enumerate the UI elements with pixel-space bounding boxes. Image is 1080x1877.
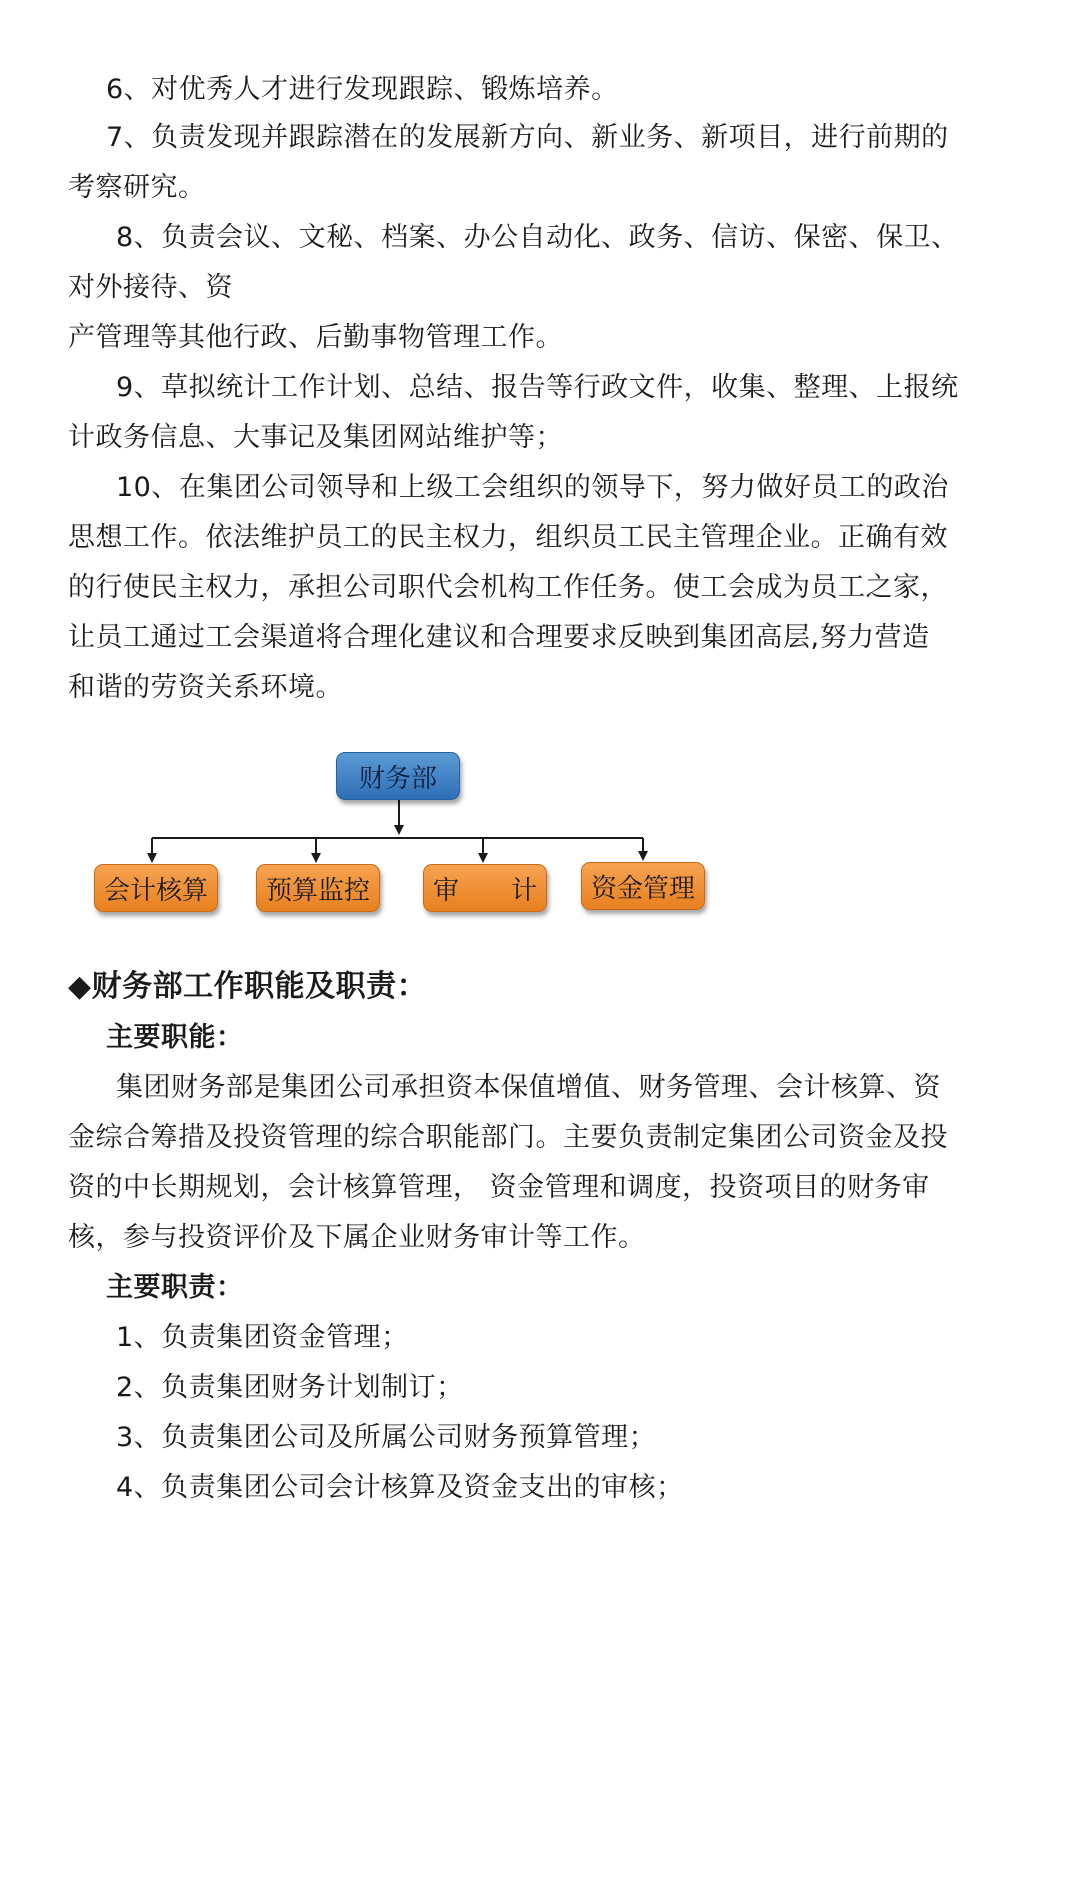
functions-line-3: 资的中长期规划，会计核算管理， 资金管理和调度，投资项目的财务审 [68,1172,930,1203]
functions-line-4: 核，参与投资评价及下属企业财务审计等工作。 [68,1222,646,1253]
item-7-line-2: 考察研究。 [68,172,206,203]
item-10-line-5: 和谐的劳资关系环境。 [68,672,343,703]
item-10-line-2: 思想工作。依法维护员工的民主权力，组织员工民主管理企业。正确有效 [68,522,948,553]
org-child-accounting: 会计核算 [94,864,218,912]
duties-label: 主要职责： [106,1272,244,1303]
item-10-line-4: 让员工通过工会渠道将合理化建议和合理要求反映到集团高层,努力营造 [68,622,930,653]
item-8-line-3: 产管理等其他行政、后勤事物管理工作。 [68,322,563,353]
item-9-line-2: 计政务信息、大事记及集团网站维护等； [68,422,563,453]
item-8-line-1: 8、负责会议、文秘、档案、办公自动化、政务、信访、保密、保卫、 [116,222,959,253]
functions-line-1: 集团财务部是集团公司承担资本保值增值、财务管理、会计核算、资 [116,1072,941,1103]
duty-item: 4、负责集团公司会计核算及资金支出的审核； [116,1472,684,1503]
duty-item: 3、负责集团公司及所属公司财务预算管理； [116,1422,657,1453]
org-child-fund-management: 资金管理 [581,862,705,910]
duty-item: 1、负责集团资金管理； [116,1322,409,1353]
org-child-budget-monitoring: 预算监控 [256,864,380,912]
functions-line-2: 金综合筹措及投资管理的综合职能部门。主要负责制定集团公司资金及投 [68,1122,948,1153]
item-7-line-1: 7、负责发现并跟踪潜在的发展新方向、新业务、新项目，进行前期的 [106,122,949,153]
item-9-line-1: 9、草拟统计工作计划、总结、报告等行政文件，收集、整理、上报统 [116,372,959,403]
item-8-line-2: 对外接待、资 [68,272,233,303]
org-child-audit: 审 计 [423,864,547,912]
item-6: 6、对优秀人才进行发现跟踪、锻炼培养。 [106,74,619,105]
org-root-finance-dept: 财务部 [336,752,460,800]
item-10-line-3: 的行使民主权力，承担公司职代会机构工作任务。使工会成为员工之家， [68,572,948,603]
functions-label: 主要职能： [106,1022,244,1053]
duty-item: 2、负责集团财务计划制订； [116,1372,464,1403]
item-10-line-1: 10、在集团公司领导和上级工会组织的领导下，努力做好员工的政治 [116,472,949,503]
finance-section-heading: ◆财务部工作职能及职责： [68,969,428,1004]
